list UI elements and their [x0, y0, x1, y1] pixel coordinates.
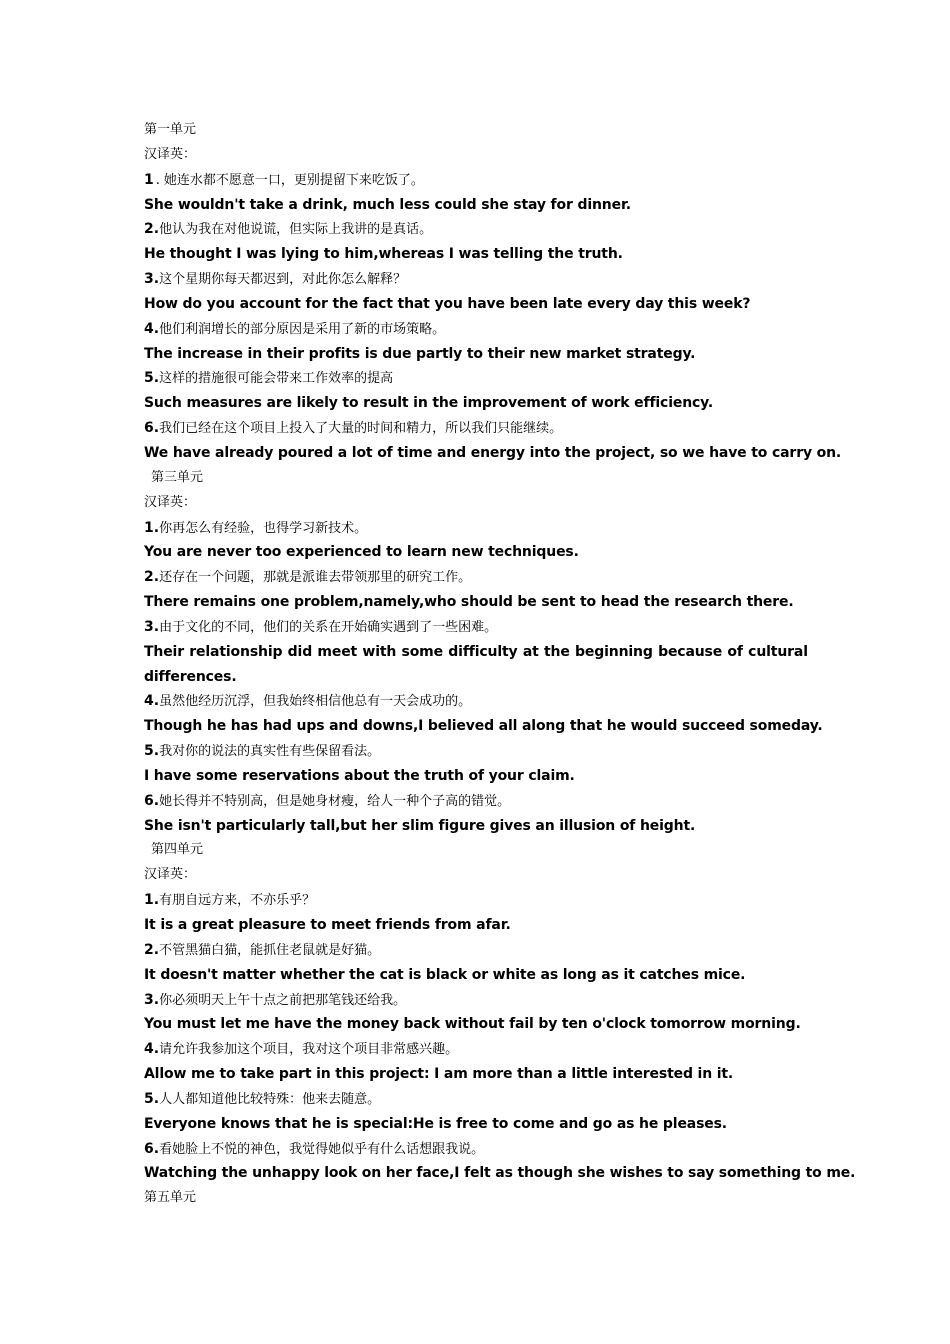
section-label: 汉译英：: [144, 146, 197, 162]
item-number: 5.: [144, 370, 160, 387]
english-translation: Everyone knows that he is special:He is free to come and go as he pleases.: [144, 1115, 727, 1132]
word: meet: [317, 643, 358, 660]
english-translation: Watching the unhappy look on her face,I felt as though she wishes to say something to me.: [144, 1165, 856, 1182]
chinese-sentence: 6.看她脸上不悦的神色，我觉得她似乎有什么话想跟我说。: [144, 1140, 485, 1157]
word: cultural: [748, 643, 808, 660]
item-number: 3.: [144, 271, 160, 288]
word: did: [287, 643, 313, 660]
english-translation: It is a great pleasure to meet friends from afar.: [144, 917, 511, 933]
english-translation: You are never too experienced to learn new techniques.: [144, 544, 579, 561]
section-label: 汉译英：: [144, 867, 197, 883]
item-number: 1.: [144, 519, 160, 536]
item-number: 2.: [144, 569, 160, 586]
item-number: 5.: [144, 743, 160, 760]
item-number: 1: [144, 171, 154, 188]
item-number: 5.: [144, 1090, 160, 1107]
chinese-sentence: 1 . 她连水都不愿意一口，更别提留下来吃饭了。: [144, 171, 424, 188]
unit-heading: 第三单元: [151, 469, 204, 485]
chinese-sentence: 5.我对你的说法的真实性有些保留看法。: [144, 743, 381, 760]
chinese-sentence: 5.人人都知道他比较特殊：他来去随意。: [144, 1090, 381, 1107]
unit-heading: 第一单元: [144, 122, 197, 137]
english-translation: Such measures are likely to result in the improvement of work efficiency.: [144, 395, 714, 412]
item-number: 2.: [144, 941, 160, 958]
chinese-sentence: 4.他们利润增长的部分原因是采用了新的市场策略。: [144, 320, 446, 337]
english-translation: She isn't particularly tall,but her slim figure gives an illusion of height.: [144, 817, 696, 834]
chinese-sentence: 3.这个星期你每天都迟到，对此你怎么解释？: [144, 271, 407, 288]
word: the: [543, 643, 570, 660]
item-number: 6.: [144, 420, 160, 437]
english-translation: We have already poured a lot of time and energy into the project, so we have to carry on.: [144, 444, 842, 461]
english-translation: He thought I was lying to him,whereas I was telling the truth.: [144, 246, 623, 263]
chinese-sentence: 2.不管黑猫白猫，能抓住老鼠就是好猫。: [144, 941, 381, 958]
item-number: 4.: [144, 1041, 160, 1058]
english-translation: The increase in their profits is due partly to their new market strategy.: [144, 345, 696, 362]
item-separator: .: [155, 172, 160, 188]
item-number: 6.: [144, 792, 160, 809]
english-translation: You must let me have the money back without fail by ten o'clock tomorrow morning.: [144, 1016, 801, 1033]
item-number: 2.: [144, 221, 160, 238]
chinese-sentence: 4.请允许我参加这个项目，我对这个项目非常感兴趣。: [144, 1041, 459, 1058]
item-number: 3.: [144, 991, 160, 1008]
chinese-sentence: 2.还存在一个问题，那就是派谁去带领那里的研究工作。: [144, 569, 472, 586]
english-translation: There remains one problem,namely,who should be sent to head the research there.: [144, 594, 794, 611]
word: relationship: [189, 643, 283, 660]
chinese-sentence: 4.虽然他经历沉浮，但我始终相信他总有一天会成功的。: [144, 693, 472, 710]
english-translation: It doesn't matter whether the cat is black or white as long as it catches mice.: [144, 966, 746, 983]
unit-heading: 第五单元: [144, 1190, 197, 1206]
item-number: 3.: [144, 618, 160, 635]
chinese-sentence: 6.她长得并不特别高，但是她身材瘦，给人一种个子高的错觉。: [144, 792, 511, 809]
english-translation-justified: [144, 640, 808, 665]
word: because: [658, 643, 723, 660]
document-page: [144, 118, 856, 1211]
chinese-sentence: 6.我们已经在这个项目上投入了大量的时间和精力，所以我们只能继续。: [144, 420, 563, 437]
chinese-sentence: 1.有朋自远方来，不亦乐乎？: [144, 892, 316, 909]
item-number: 4.: [144, 320, 160, 337]
english-translation: Though he has had ups and downs,I believed all along that he would succeed someday.: [144, 718, 823, 735]
english-translation: She wouldn't take a drink, much less could she stay for dinner.: [144, 196, 631, 213]
english-translation-continued: differences.: [144, 668, 237, 685]
word: at: [522, 643, 539, 660]
section-label: 汉译英：: [144, 494, 197, 510]
chinese-sentence: 5.这样的措施很可能会带来工作效率的提高: [144, 370, 394, 387]
word: of: [727, 643, 743, 660]
word: with: [362, 643, 397, 660]
word: beginning: [575, 643, 653, 660]
chinese-sentence: 3.你必须明天上午十点之前把那笔钱还给我。: [144, 991, 407, 1008]
item-number: 1.: [144, 892, 160, 909]
chinese-sentence: 1.你再怎么有经验，也得学习新技术。: [144, 519, 368, 536]
word: difficulty: [448, 643, 518, 660]
item-number: 6.: [144, 1140, 160, 1157]
chinese-sentence: 3.由于文化的不同，他们的关系在开始确实遇到了一些困难。: [144, 618, 498, 635]
english-translation: How do you account for the fact that you have been late every day this week?: [144, 295, 751, 312]
unit-heading: 第四单元: [151, 842, 204, 858]
item-number: 4.: [144, 693, 160, 710]
english-translation: Allow me to take part in this project: I am more than a little interested in it.: [144, 1066, 734, 1083]
english-translation: I have some reservations about the truth of your claim.: [144, 767, 575, 784]
word: some: [401, 643, 443, 660]
chinese-sentence: 2.他认为我在对他说谎，但实际上我讲的是真话。: [144, 221, 433, 238]
word: Their: [144, 643, 184, 660]
